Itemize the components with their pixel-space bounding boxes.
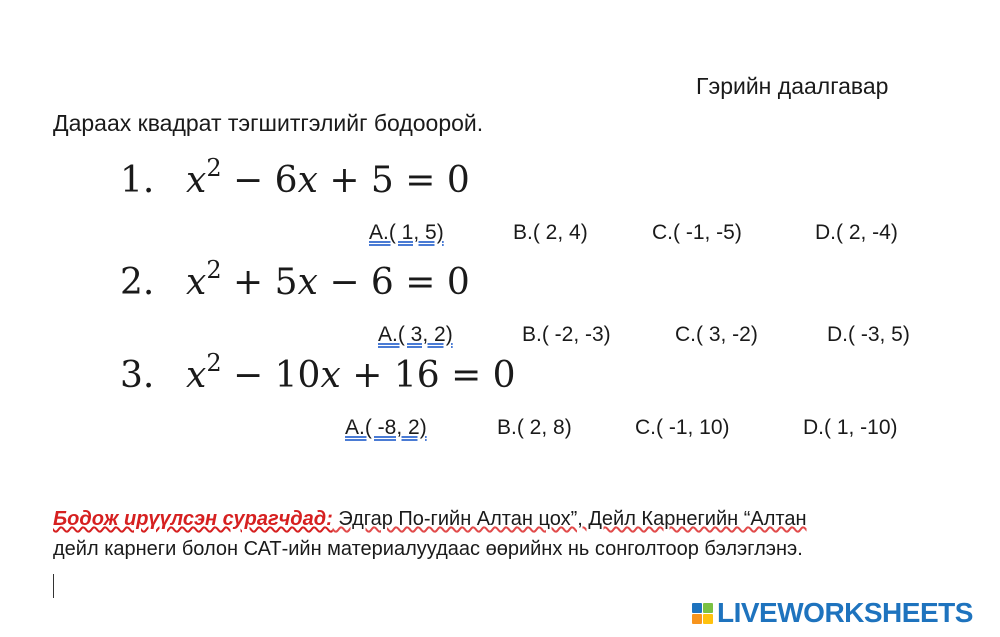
reward-text: Эдгар По-гийн Алтан цох”, Дейл Карнегийн “Алтан [332,508,807,530]
equation-3: 3. $x^2 - 10x + 16 = 0$ [120,349,516,396]
reward-note-line2: дейл карнеги болон САТ-ийн материалуудаас өөрийнх нь сонголтоор бэлэглэнэ. [53,538,803,560]
brand-name: LIVEWORKSHEETS [717,597,973,628]
option-1b[interactable]: B.( 2, 4) [513,221,588,244]
option-3d[interactable]: D.( 1, -10) [803,416,898,439]
reward-label: Бодож ирүүлсэн сурагчдад: [53,508,333,530]
liveworksheets-brand[interactable] [692,596,973,630]
option-2b[interactable]: B.( -2, -3) [522,323,611,346]
option-3b[interactable]: B.( 2, 8) [497,416,572,439]
option-2a[interactable]: A.( 3, 2) [378,323,453,346]
option-3c[interactable]: C.( -1, 10) [635,416,730,439]
option-1a[interactable]: A.( 1, 5) [369,221,444,244]
option-2d[interactable]: D.( -3, 5) [827,323,910,346]
option-3a[interactable]: A.( -8, 2) [345,416,427,439]
logo-square-yellow [703,614,713,624]
reward-note-line1 [53,508,807,531]
logo-square-orange [692,614,702,624]
equation-number: 3. [120,355,155,396]
equation-number: 1. [120,160,155,201]
liveworksheets-logo-icon [692,603,713,624]
equation-1: 1. $x^2 - 6x + 5 = 0$ [120,154,470,201]
text-cursor [53,574,54,598]
instruction-text: Дараах квадрат тэгшитгэлийг бодоорой. [53,110,484,136]
option-1c[interactable]: C.( -1, -5) [652,221,742,244]
logo-square-blue [692,603,702,613]
option-1d[interactable]: D.( 2, -4) [815,221,898,244]
equation-number: 2. [120,262,155,303]
equation-2: 2. $x^2 + 5x - 6 = 0$ [120,256,470,303]
page-title: Гэрийн даалгавар [696,73,889,99]
option-2c[interactable]: C.( 3, -2) [675,323,758,346]
logo-square-green [703,603,713,613]
